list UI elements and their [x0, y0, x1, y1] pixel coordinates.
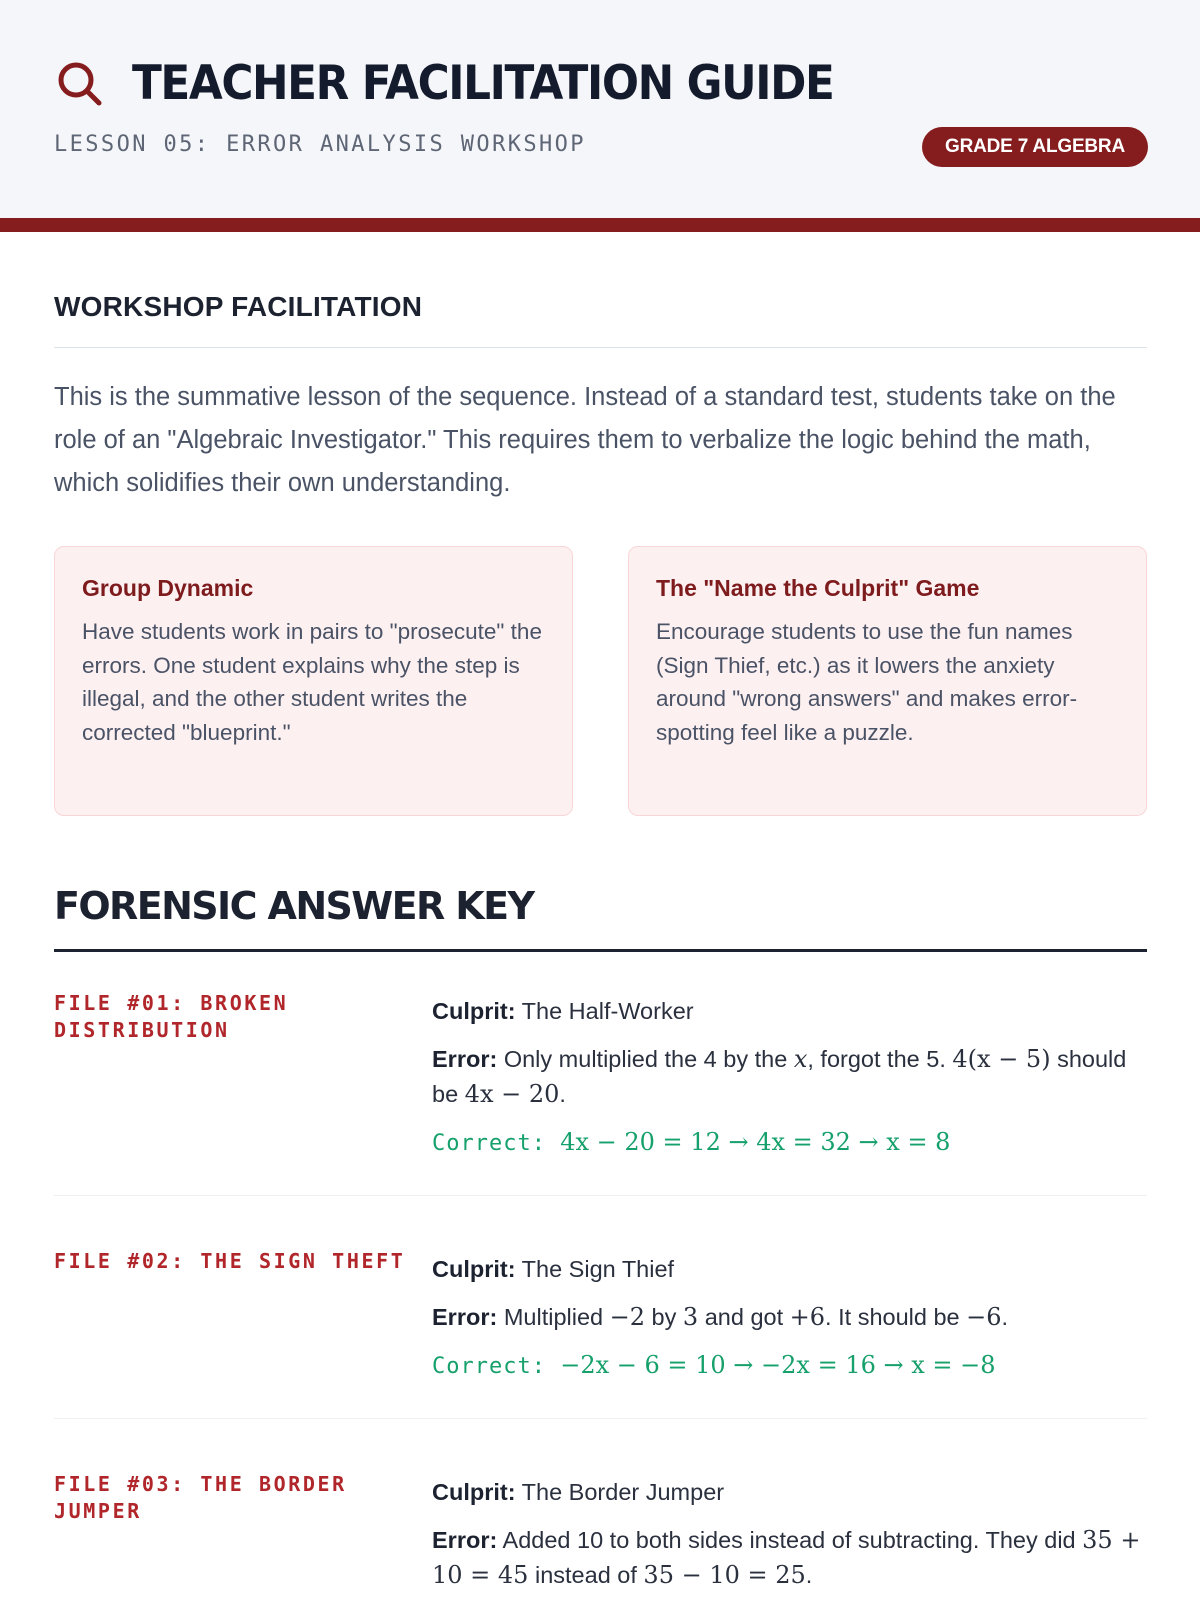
grade-badge: GRADE 7 ALGEBRA: [922, 127, 1148, 167]
answer-key-divider: [54, 949, 1147, 952]
workshop-intro: This is the summative lesson of the sequence. Instead of a standard test, students take on the role of an "Algebraic Investigator." This requires them to verbalize the logic behind the math, which solidifies their own understanding.: [54, 383, 1116, 497]
culprit-game-card: [628, 546, 1147, 816]
error-line: Error: Added 10 to both sides instead of subtracting. They did 35 + 10 = 45 instead of 35 − 10 = 25.: [432, 1526, 1141, 1589]
correct-line: Correct: −2x − 6 = 10 → −2x = 16 → x = −8: [432, 1351, 996, 1379]
file-content: [432, 1252, 1152, 1384]
file-label: FILE #02: THE SIGN THEFT: [54, 1249, 406, 1273]
file-label: FILE #03: THE BORDER JUMPER: [54, 1472, 347, 1523]
culprit-line: Culprit: The Sign Thief: [432, 1256, 675, 1282]
file-label: FILE #01: BROKEN DISTRIBUTION: [54, 991, 289, 1042]
page-title: TEACHER FACILITATION GUIDE: [132, 56, 834, 111]
section-divider: [54, 347, 1147, 348]
workshop-heading: WORKSHOP FACILITATION: [54, 291, 423, 322]
header-accent-bar: [0, 218, 1200, 232]
answer-key-heading: FORENSIC ANSWER KEY: [54, 884, 534, 928]
file-divider: [54, 1418, 1147, 1419]
culprit-line: Culprit: The Half-Worker: [432, 998, 694, 1024]
correct-solution: −2x − 6 = 10 → −2x = 16 → x = −8: [560, 1351, 996, 1379]
culprit-line: Culprit: The Border Jumper: [432, 1479, 725, 1505]
culprit-name: The Sign Thief: [521, 1256, 675, 1282]
magnifier-icon: [56, 60, 104, 108]
file-divider: [54, 1195, 1147, 1196]
lesson-subtitle: LESSON 05: ERROR ANALYSIS WORKSHOP: [54, 132, 586, 157]
correct-solution: 4x − 20 = 12 → 4x = 32 → x = 8: [560, 1128, 951, 1156]
error-line: Error: Multiplied −2 by 3 and got +6. It should be −6.: [432, 1303, 1009, 1331]
card-title: The "Name the Culprit" Game: [656, 575, 980, 601]
file-content: [432, 994, 1152, 1161]
file-content: [432, 1475, 1152, 1606]
culprit-name: The Border Jumper: [521, 1479, 725, 1505]
card-body: Encourage students to use the fun names (Sign Thief, etc.) as it lowers the anxiety around "wrong answers" and makes error-spotting feel like a puzzle.: [656, 619, 1078, 745]
error-line: Error: Only multiplied the 4 by the x, forgot the 5. 4(x − 5) should be 4x − 20.: [432, 1045, 1127, 1108]
card-body: Have students work in pairs to "prosecute" the errors. One student explains why the step is illegal, and the other student writes the corrected "blueprint.": [82, 619, 542, 745]
correct-line: Correct: 4x − 20 = 12 → 4x = 32 → x = 8: [432, 1128, 951, 1156]
card-title: Group Dynamic: [82, 575, 254, 601]
group-dynamic-card: [54, 546, 573, 816]
culprit-name: The Half-Worker: [521, 998, 694, 1024]
